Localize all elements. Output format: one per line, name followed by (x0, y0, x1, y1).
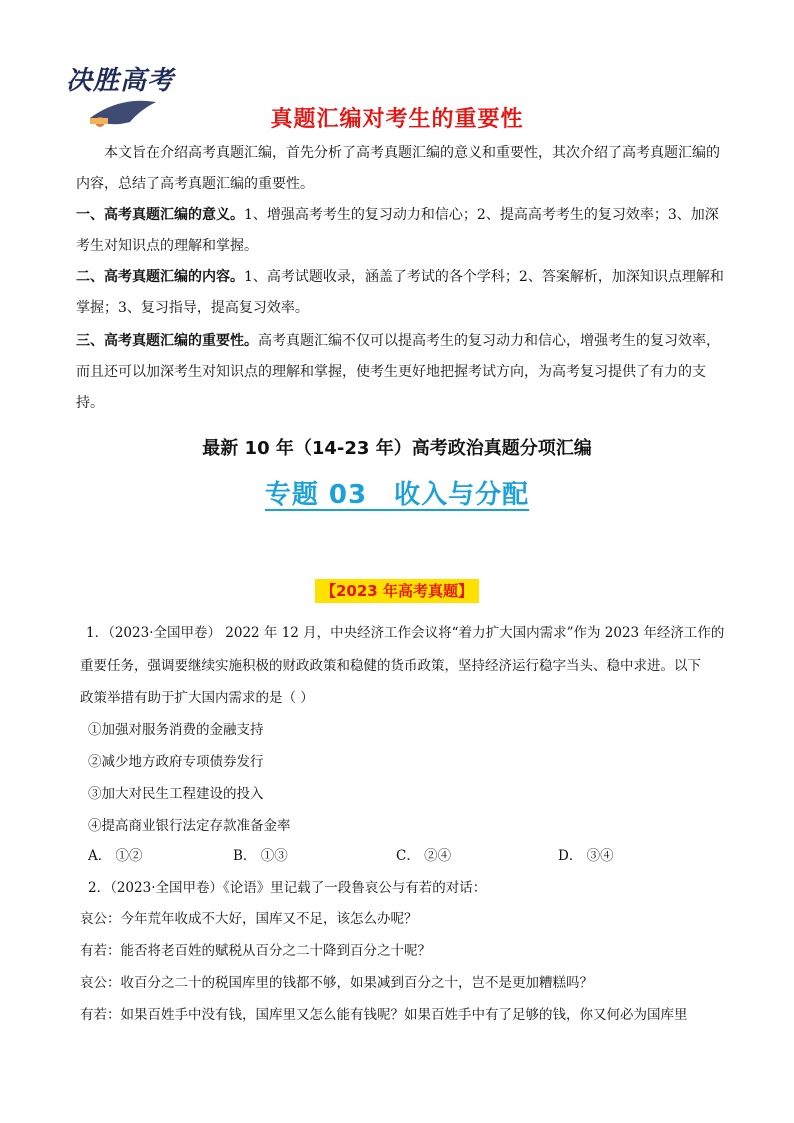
point-1 (76, 200, 726, 262)
point-2-heading: 二、高考真题汇编的内容。 (76, 269, 244, 285)
point-1-body: 1、增强高考考生的复习动力和信心；2、提高高考考生的复习效率；3、加深考生对知识点的理解和掌握。 (76, 207, 719, 254)
point-2-body: 1、高考试题收录，涵盖了考试的各个学科；2、答案解析，加深知识点理解和掌握；3、复习指导，提高复习效率。 (76, 269, 724, 316)
point-3-body: 高考真题汇编不仅可以提高考生的复习动力和信心，增强考生的复习效率，而且还可以加深考生对知识点的理解和掌握，使考生更好地把握考试方向，为高考复习提供了有力的支持。 (76, 333, 720, 411)
section-tag (0, 580, 794, 601)
document-title: 真题汇编对考生的重要性 (270, 107, 524, 132)
topic-title-text: 专题 03 收入与分配 (264, 480, 530, 510)
question-1-item: ①加强对服务消费的金融支持 (88, 722, 264, 738)
question-2-line: 有若：如果百姓手中没有钱，国库里又怎么能有钱呢？如果百姓手中有了足够的钱，你又何必为国库里 (80, 1007, 688, 1023)
question-2-line: 有若：能否将老百姓的赋税从百分之二十降到百分之十呢？ (80, 943, 431, 959)
logo-text: 决胜高考 (66, 66, 175, 96)
option-b: B． ①③ (233, 848, 288, 864)
series-title: 最新 10 年（14-23 年）高考政治真题分项汇编 (202, 438, 592, 459)
question-2-line: 2．（2023·全国甲卷）《论语》里记载了一段鲁哀公与有若的对话： (88, 880, 487, 896)
question-1-line: 重要任务，强调要继续实施积极的财政政策和稳健的货币政策，坚持经济运行稳字当头、稳中求进。以下 (80, 658, 701, 674)
option-c: C． ②④ (396, 848, 452, 864)
question-2-line: 哀公：今年荒年收成不大好，国库又不足，该怎么办呢？ (80, 911, 418, 927)
question-1-line: 1．（2023·全国甲卷） 2022 年 12 月，中央经济工作会议将“着力扩大国内需求”作为 2023 年经济工作的 (86, 625, 725, 641)
question-1-item: ③加大对民生工程建设的投入 (88, 786, 264, 802)
question-1-item: ④提高商业银行法定存款准备金率 (88, 818, 291, 834)
option-a: A． ①② (88, 848, 143, 864)
intro-paragraph: 本文旨在介绍高考真题汇编，首先分析了高考真题汇编的意义和重要性，其次介绍了高考真题汇编的内容，总结了高考真题汇编的重要性。 (76, 145, 720, 192)
point-2 (76, 262, 726, 324)
question-1-line: 政策举措有助于扩大国内需求的是（ ） (80, 690, 314, 706)
section-tag-text: 【2023 年高考真题】 (315, 579, 479, 603)
point-3 (76, 326, 726, 419)
point-1-heading: 一、高考真题汇编的意义。 (76, 207, 244, 223)
question-1-item: ②减少地方政府专项债券发行 (88, 754, 264, 770)
option-d: D． ③④ (558, 848, 614, 864)
topic-title (0, 474, 794, 511)
point-3-heading: 三、高考真题汇编的重要性。 (76, 333, 258, 349)
question-2-line: 哀公：收百分之二十的税国库里的钱都不够，如果减到百分之十，岂不是更加糟糕吗？ (80, 975, 593, 991)
